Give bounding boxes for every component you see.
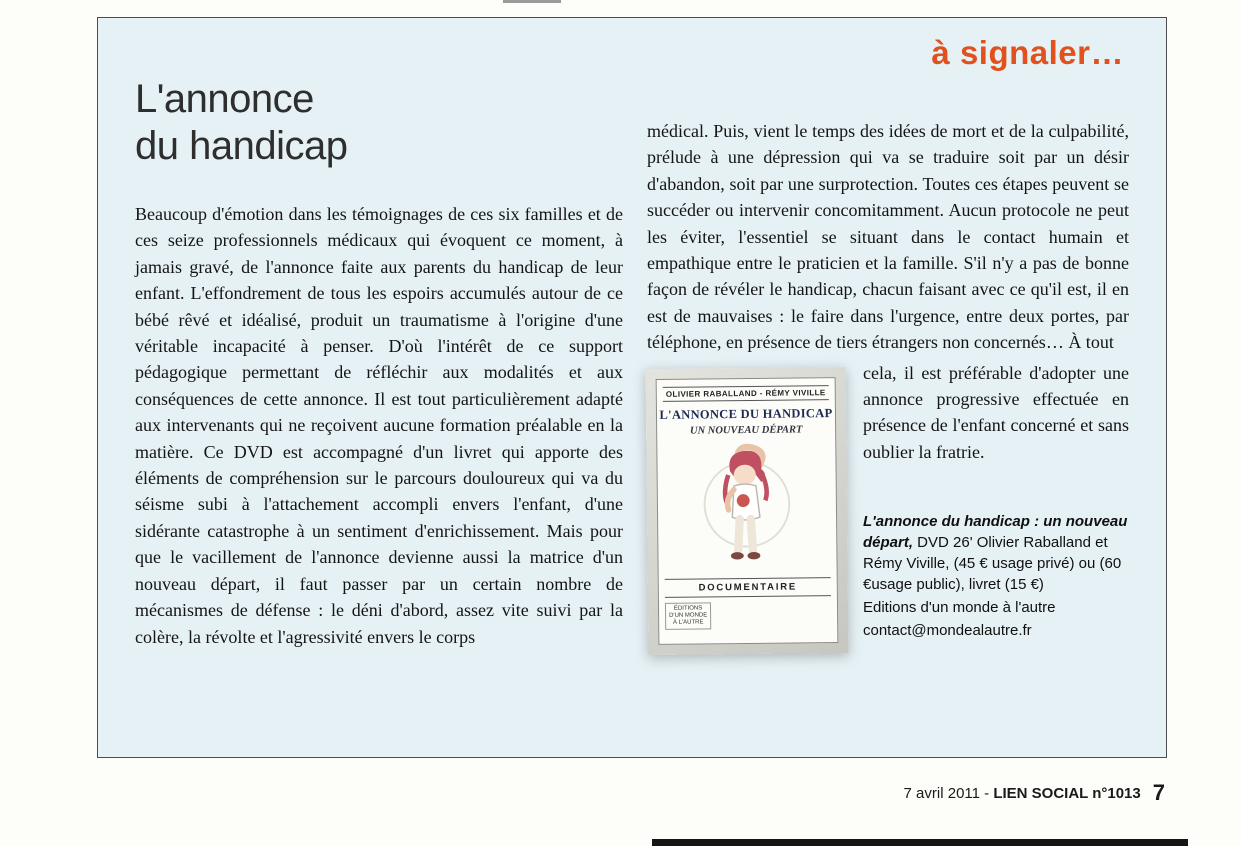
article-title-line2: du handicap [135, 124, 348, 168]
left-column [135, 201, 623, 650]
dvd-illustration-girl [687, 437, 806, 576]
article-title [135, 76, 347, 170]
left-column-text: Beaucoup d'émotion dans les témoignages de ces six familles et de ces seize professionnels médicaux qui évoquent ce moment, à jamais gravé, de l'annonce faite aux parents du handicap de leur enfant. L'effondrement de tous les espoirs accumulés autour de ce bébé rêvé et idéalisé, produit un traumatisme à l'origine d'une véritable incapacité à penser. D'où l'intérêt de ce support pédagogique permettant de réfléchir aux modalités et aux conséquences de cette annonce. Il est tout particulièrement adapté aux intervenants qui ne reçoivent aucune formation préalable en la matière. Ce DVD est accompagné d'un livret qui apporte des éléments de compréhension sur le parcours douloureux qui va du séisme subi à l'attachement accompli envers l'enfant, d'une sidérante catastrophe à un sentiment d'enrichissement. Mais pour que le vacillement de l'annonce devienne aussi la matrice d'un nouveau départ, il faut passer par un certain nombre de mécanismes de défense : le déni d'abord, assez vite suivi par la colère, la révolte et l'agressivité envers le corps [135, 204, 623, 647]
dvd-publisher-line1: ÉDITIONS [673, 605, 703, 612]
dvd-and-caption-area [647, 360, 1129, 658]
page-footer [904, 780, 1165, 806]
dvd-title: L'ANNONCE DU HANDICAP [659, 405, 833, 422]
dvd-authors: OLIVIER RABALLAND - RÉMY VIVILLE [663, 385, 829, 402]
section-flag: à signaler… [931, 34, 1124, 71]
dvd-publisher-line2: D'UN MONDE [669, 612, 708, 619]
right-column [647, 118, 1129, 658]
scan-artifact-top [503, 0, 561, 3]
dvd-publisher-line3: À L'AUTRE [672, 619, 704, 626]
footer-journal-name: LIEN SOCIAL n°1013 [993, 785, 1141, 802]
article-title-line1: L'annonce [135, 77, 314, 121]
caption-publisher: Editions d'un monde à l'autre [863, 599, 1056, 617]
dvd-genre-badge: DOCUMENTAIRE [665, 577, 831, 598]
footer-page-number: 7 [1152, 780, 1165, 805]
footer-date: 7 avril 2011 - [903, 785, 994, 802]
dvd-photo [646, 367, 849, 655]
dvd-cover [656, 377, 839, 645]
caption-title: L'annonce du handicap : un nouveau départ, [863, 513, 1128, 552]
dvd-publisher-logo [665, 602, 711, 629]
caption-contact-email: contact@mondealautre.fr [863, 622, 1032, 640]
content-frame [97, 17, 1167, 758]
caption-credits: DVD 26' Olivier Raballand et Rémy Viville, (45 € usage privé) ou (60 €usage public), livret (15 €) [863, 534, 1122, 594]
dvd-subtitle: UN NOUVEAU DÉPART [689, 424, 803, 437]
right-column-text-top: médical. Puis, vient le temps des idées de mort et de la culpabilité, prélude à une dépression qui va se traduire soit par un désir d'abandon, soit par une surprotection. Toutes ces étapes peuvent se succéder ou intervenir concomitamment. Aucun protocole ne peut les éviter, l'essentiel se situant dans le contact humain et empathique entre le praticien et la famille. S'il n'y a pas de bonne façon de révéler le handicap, chacun faisant avec ce qu'il est, il en est de mauvaises : le faire dans l'urgence, entre deux portes, par téléphone, en présence de tiers étrangers non concernés… À tout [647, 121, 1129, 353]
scan-artifact-bottom [652, 839, 1188, 846]
right-column-wrap-text: cela, il est préférable d'adopter une annonce progressive effectuée en présence de l'enfant concerné et sans oublier la fratrie. [863, 362, 1129, 462]
